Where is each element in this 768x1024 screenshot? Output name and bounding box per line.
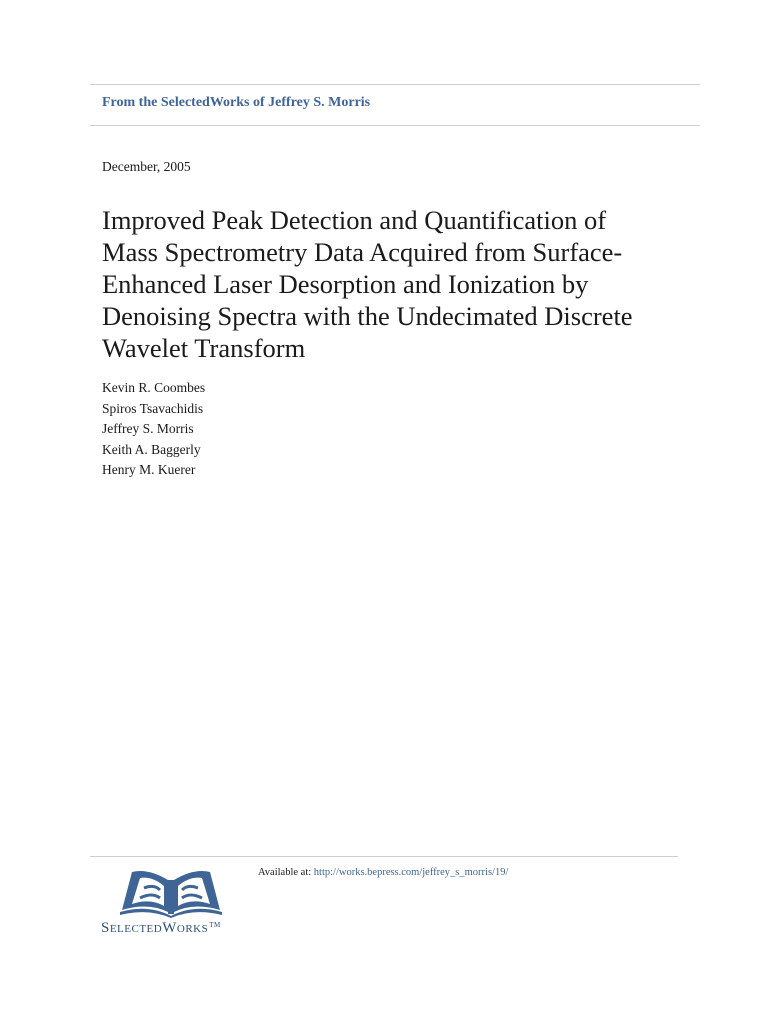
document-title xyxy=(102,204,702,364)
selectedworks-logo-text xyxy=(101,920,221,937)
title-line: Enhanced Laser Desorption and Ionization by xyxy=(102,269,589,299)
open-book-icon xyxy=(118,866,224,918)
availability-line xyxy=(258,867,508,878)
title-line: Improved Peak Detection and Quantification of xyxy=(102,205,607,235)
available-url-link[interactable]: http://works.bepress.com/jeffrey_s_morris/19/ xyxy=(313,867,509,878)
footer-rule xyxy=(90,856,678,857)
header-rule-bottom xyxy=(90,125,700,126)
title-line: Denoising Spectra with the Undecimated Discrete xyxy=(102,301,633,331)
author-name: Henry M. Kuerer xyxy=(102,462,196,477)
selectedworks-source-link[interactable]: From the SelectedWorks of Jeffrey S. Morris xyxy=(102,95,371,110)
author-name: Spiros Tsavachidis xyxy=(102,400,204,416)
available-label: Available at: xyxy=(258,867,312,878)
author-name: Keith A. Baggerly xyxy=(102,441,201,457)
author-list xyxy=(102,378,205,481)
trademark-mark: TM xyxy=(209,921,221,929)
title-line: Wavelet Transform xyxy=(102,333,306,363)
logo-wordmark: SelectedWorks xyxy=(101,920,209,936)
author-name: Jeffrey S. Morris xyxy=(102,421,194,436)
title-line: Mass Spectrometry Data Acquired from Surface- xyxy=(102,237,623,267)
header-rule-top xyxy=(90,84,700,85)
author-name: Kevin R. Coombes xyxy=(102,380,206,395)
publication-date: December, 2005 xyxy=(102,159,191,174)
